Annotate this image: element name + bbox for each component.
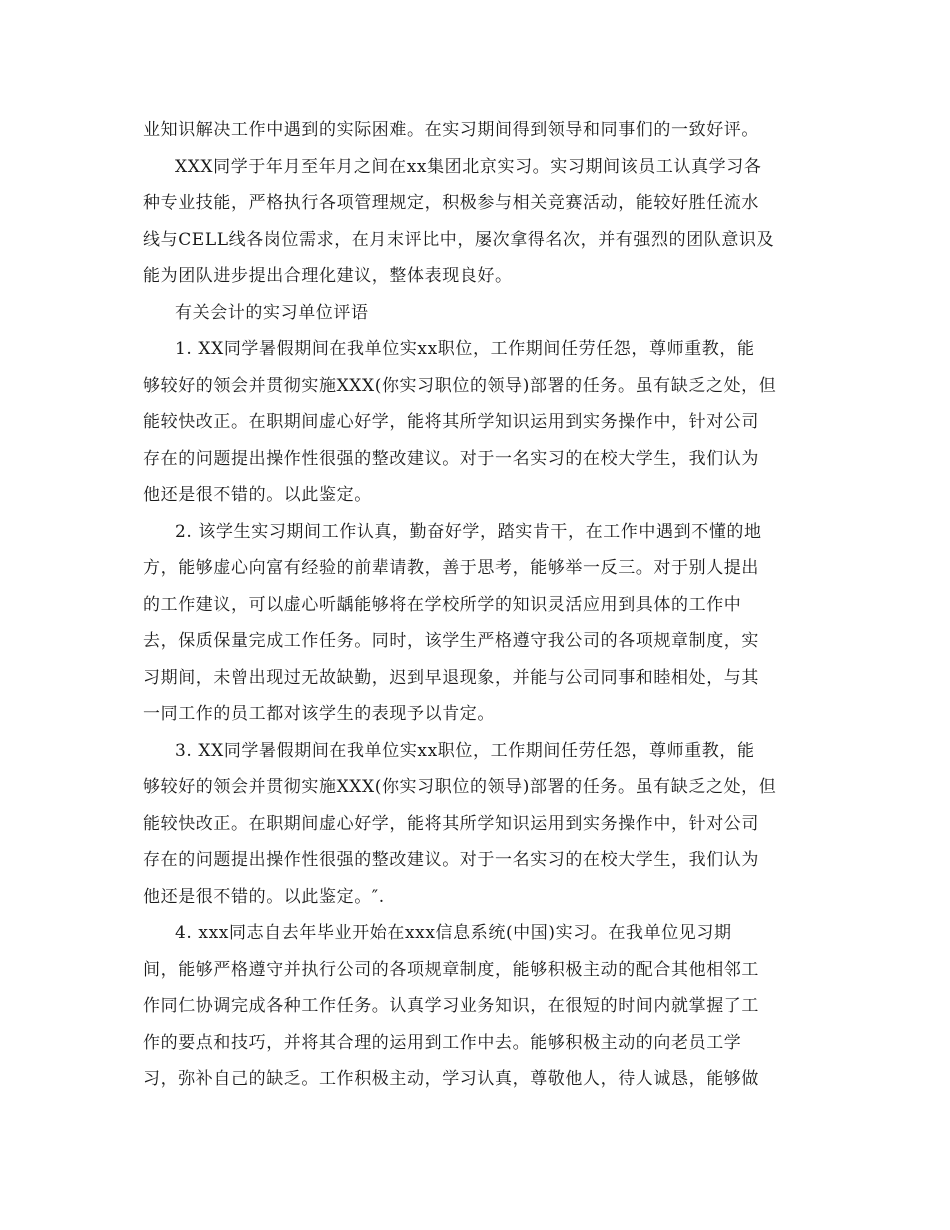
text-line: 2. 该学生实习期间工作认真，勤奋好学，踏实肯干，在工作中遇到不懂的地 bbox=[175, 521, 762, 542]
section-heading: 有关会计的实习单位评语 bbox=[175, 302, 369, 323]
text-line: 够较好的领会并贯彻实施XXX(你实习职位的领导)部署的任务。虽有缺乏之处，但 bbox=[143, 777, 777, 797]
text-line: 1. XX同学暑假期间在我单位实xx职位，工作期间任劳任怨，尊师重教，能 bbox=[175, 339, 755, 359]
text-line: 能较快改正。在职期间虚心好学，能将其所学知识运用到实务操作中，针对公司 bbox=[143, 813, 759, 834]
text-line: 够较好的领会并贯彻实施XXX(你实习职位的领导)部署的任务。虽有缺乏之处，但 bbox=[143, 375, 777, 396]
text-line: 作的要点和技巧，并将其合理的运用到工作中去。能够积极主动的向老员工学 bbox=[143, 1032, 742, 1053]
text-line: 他还是很不错的。以此鉴定。 bbox=[143, 485, 372, 505]
text-line: 他还是很不错的。以此鉴定。″. bbox=[143, 886, 385, 907]
text-line: 习期间，未曾出现过无故缺勤，迟到早退现象，并能与公司同事和睦相处，与其 bbox=[143, 667, 759, 688]
text-line: 能为团队进步提出合理化建议，整体表现良好。 bbox=[143, 266, 513, 286]
document-body bbox=[143, 112, 811, 1098]
text-line: 方，能够虚心向富有经验的前辈请教，善于思考，能够举一反三。对于别人提出 bbox=[143, 558, 759, 578]
text-line: XXX同学于年月至年月之间在xx集团北京实习。实习期间该员工认真学习各 bbox=[175, 156, 762, 177]
text-line: 存在的问题提出操作性很强的整改建议。对于一名实习的在校大学生，我们认为 bbox=[143, 850, 759, 870]
text-line: 线与CELL线各岗位需求，在月末评比中，屡次拿得名次，并有强烈的团队意识及 bbox=[143, 229, 775, 250]
text-line: 业知识解决工作中遇到的实际困难。在实习期间得到领导和同事们的一致好评。 bbox=[143, 120, 759, 140]
text-line: 习，弥补自己的缺乏。工作积极主动，学习认真，尊敬他人，待人诚恳，能够做 bbox=[143, 1069, 759, 1089]
text-line: 3. XX同学暑假期间在我单位实xx职位，工作期间任劳任怨，尊师重教，能 bbox=[175, 740, 755, 761]
text-line: 间，能够严格遵守并执行公司的各项规章制度，能够积极主动的配合其他相邻工 bbox=[143, 959, 759, 980]
text-line: 作同仁协调完成各种工作任务。认真学习业务知识，在很短的时间内就掌握了工 bbox=[143, 996, 759, 1016]
text-line: 存在的问题提出操作性很强的整改建议。对于一名实习的在校大学生，我们认为 bbox=[143, 448, 759, 469]
text-line: 一同工作的员工都对该学生的表现予以肯定。 bbox=[143, 704, 495, 724]
text-line: 的工作建议，可以虚心听龋能够将在学校所学的知识灵活应用到具体的工作中 bbox=[143, 594, 742, 615]
text-line: 能较快改正。在职期间虚心好学，能将其所学知识运用到实务操作中，针对公司 bbox=[143, 412, 759, 432]
text-line: 种专业技能，严格执行各项管理规定，积极参与相关竞赛活动，能较好胜任流水 bbox=[143, 193, 759, 213]
text-line: 4. xxx同志自去年毕业开始在xxx信息系统(中国)实习。在我单位见习期 bbox=[175, 923, 732, 943]
text-line: 去，保质保量完成工作任务。同时，该学生严格遵守我公司的各项规章制度，实 bbox=[143, 631, 759, 651]
